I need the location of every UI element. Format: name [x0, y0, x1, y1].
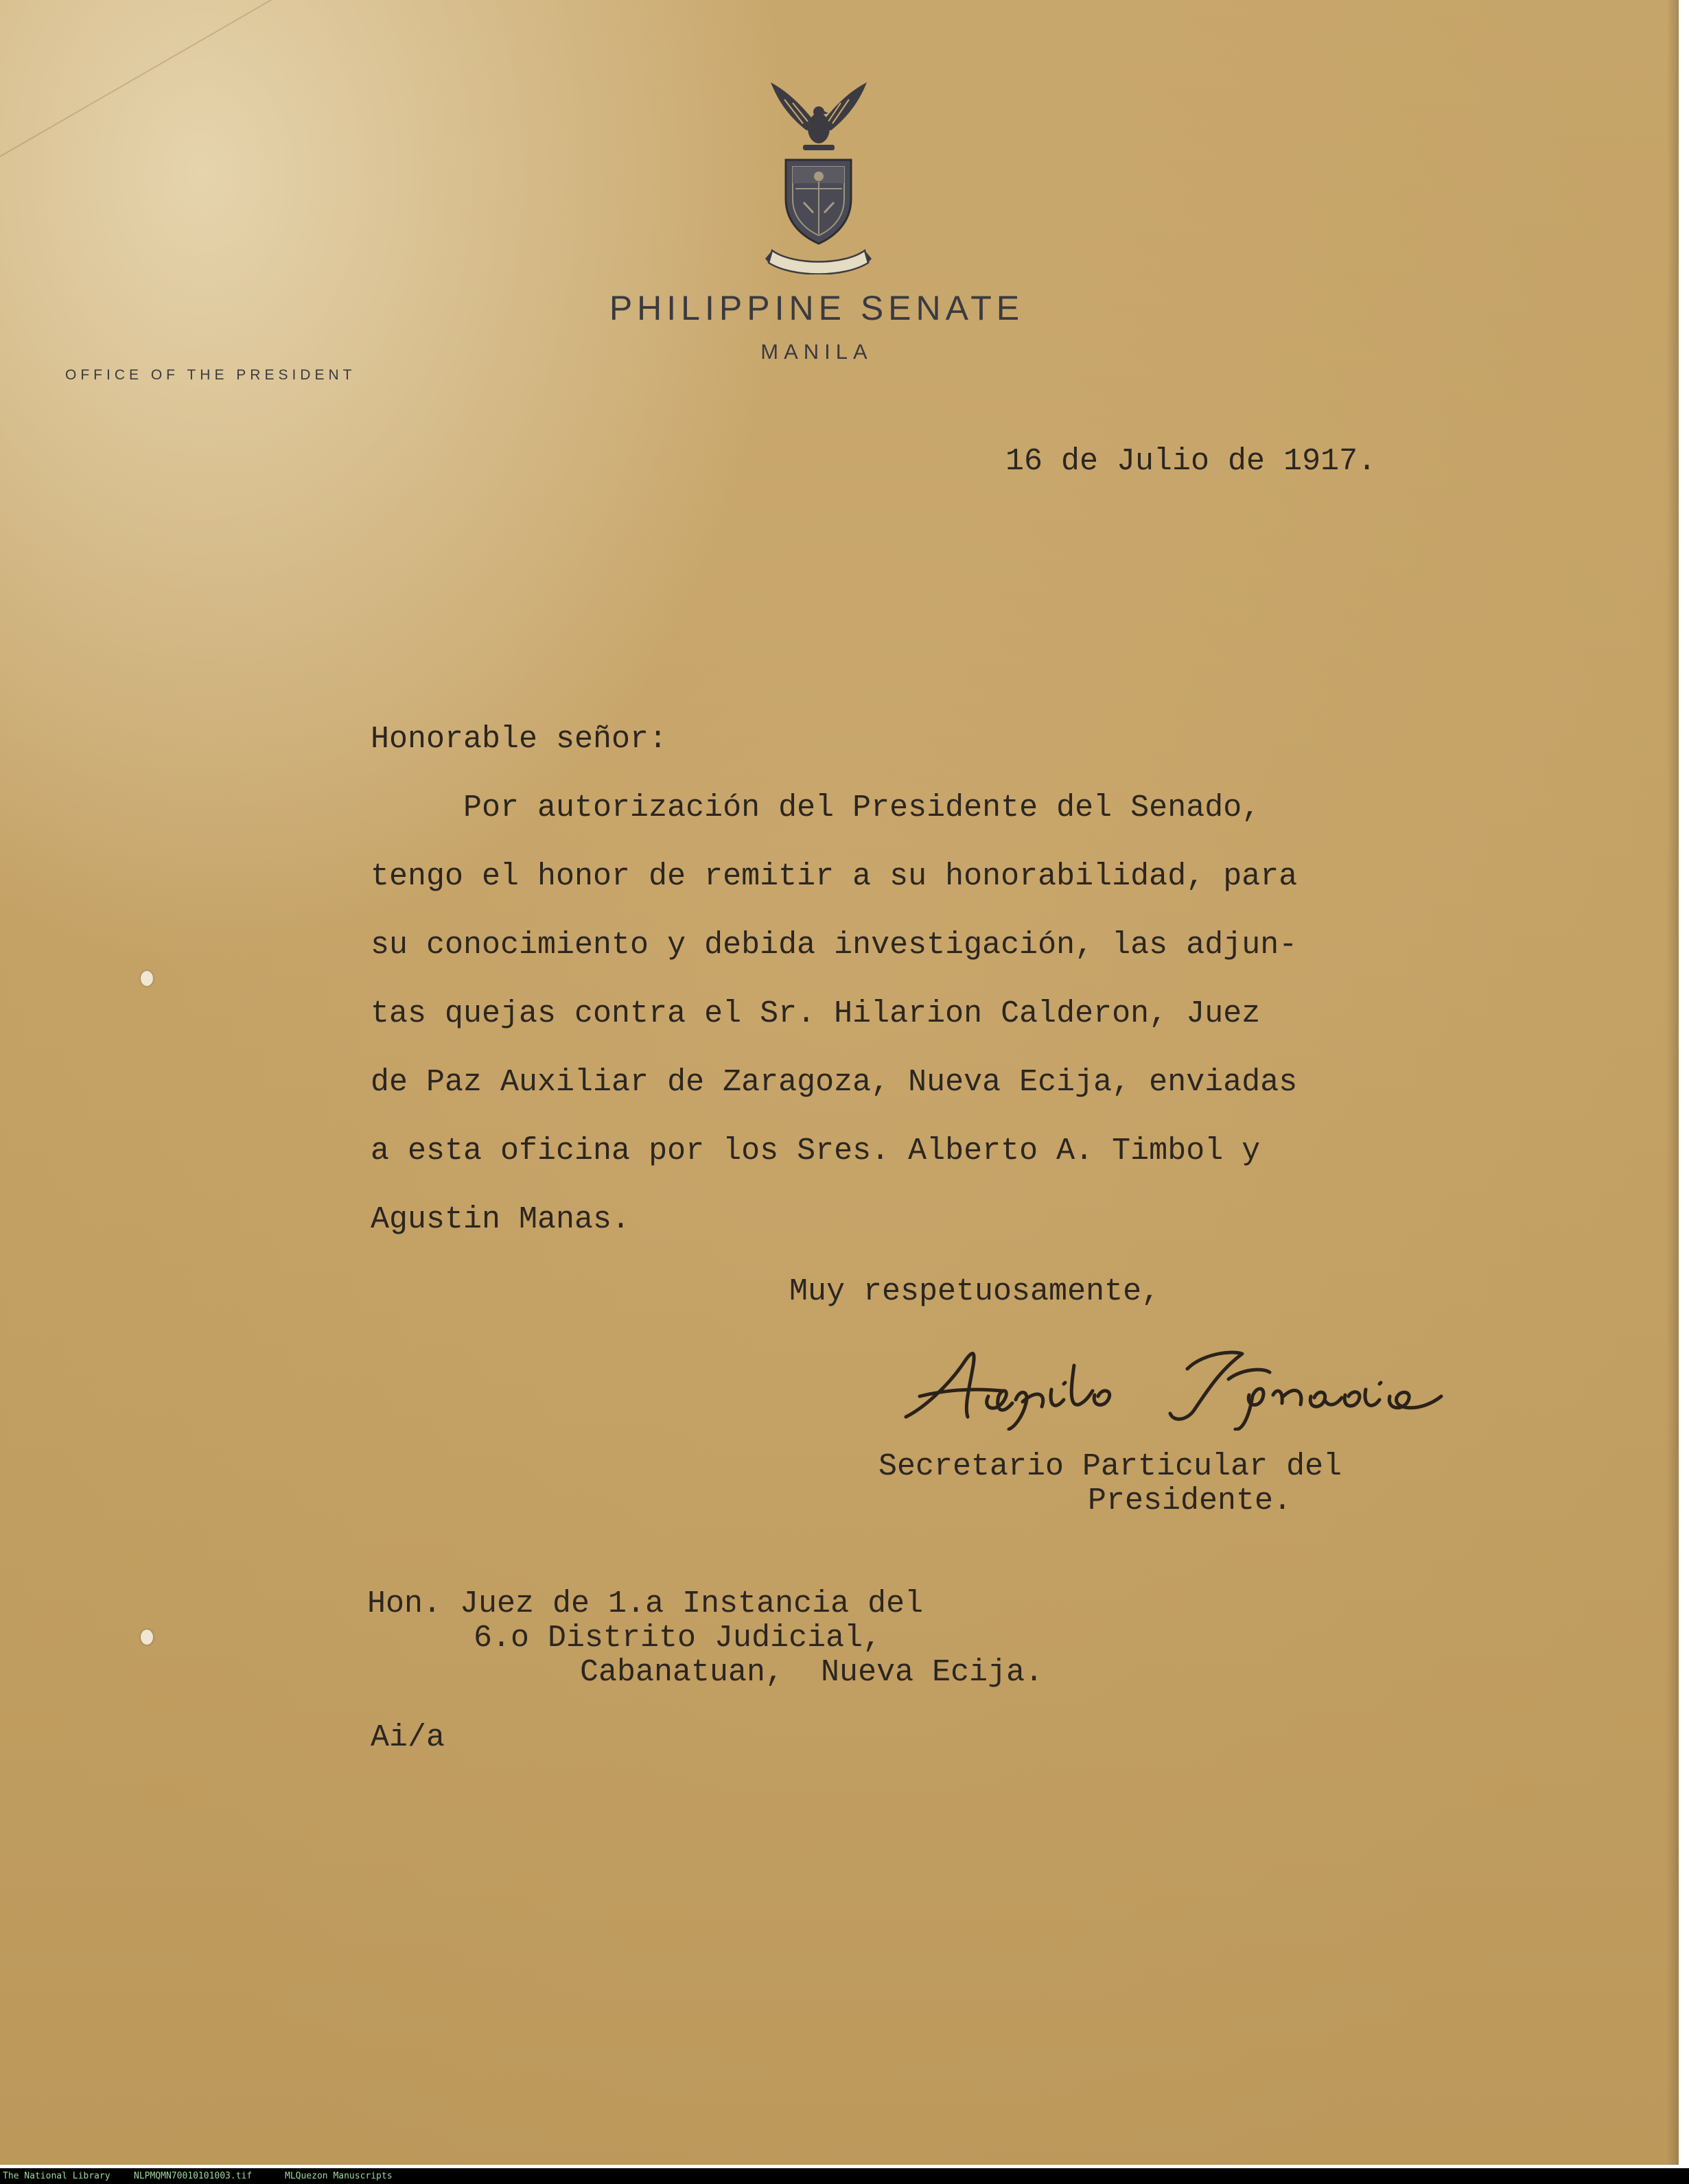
footer-library: The National Library [3, 2171, 110, 2181]
footer-filename: NLPMQMN70010101003.tif [134, 2171, 253, 2181]
letter-closing: Muy respetuosamente, [789, 1274, 1161, 1309]
punch-hole-lower [141, 1630, 153, 1645]
handwritten-signature [899, 1341, 1503, 1431]
body-line-1: Por autorización del Presidente del Senado, [371, 790, 1261, 825]
body-line-2: tengo el honor de remitir a su honorabilidad, para [371, 859, 1298, 894]
letterhead-office: OFFICE OF THE PRESIDENT [65, 367, 356, 383]
footer-collection: MLQuezon Manuscripts [285, 2171, 393, 2181]
letterhead-title: PHILIPPINE SENATE [609, 289, 1025, 327]
body-line-4: tas quejas contra el Sr. Hilarion Calderon, Juez [371, 996, 1261, 1031]
fold-crease [0, 0, 508, 173]
letter-salutation: Honorable señor: [371, 722, 668, 757]
address-line-3: Cabanatuan, Nueva Ecija. [580, 1655, 1044, 1690]
scan-footer-bar [0, 2168, 1689, 2184]
body-line-6: a esta oficina por los Sres. Alberto A. Timbol y [371, 1134, 1261, 1169]
body-line-3: su conocimiento y debida investigación, las adjun- [371, 928, 1298, 963]
body-line-5: de Paz Auxiliar de Zaragoza, Nueva Ecija, enviadas [371, 1065, 1298, 1100]
letterhead-city: MANILA [760, 340, 873, 364]
body-line-7: Agustin Manas. [371, 1202, 631, 1237]
signer-title-line1: Secretario Particular del [878, 1449, 1342, 1484]
signer-title-line2: Presidente. [1088, 1483, 1292, 1518]
punch-hole-upper [141, 971, 153, 986]
letter-date: 16 de Julio de 1917. [1005, 444, 1377, 479]
address-line-2: 6.o Distrito Judicial, [474, 1621, 882, 1656]
address-line-1: Hon. Juez de 1.a Instancia del [367, 1586, 924, 1621]
paper-edge-shadow [1666, 0, 1679, 2165]
senate-seal-icon [765, 79, 872, 274]
typist-initials: Ai/a [371, 1720, 445, 1755]
